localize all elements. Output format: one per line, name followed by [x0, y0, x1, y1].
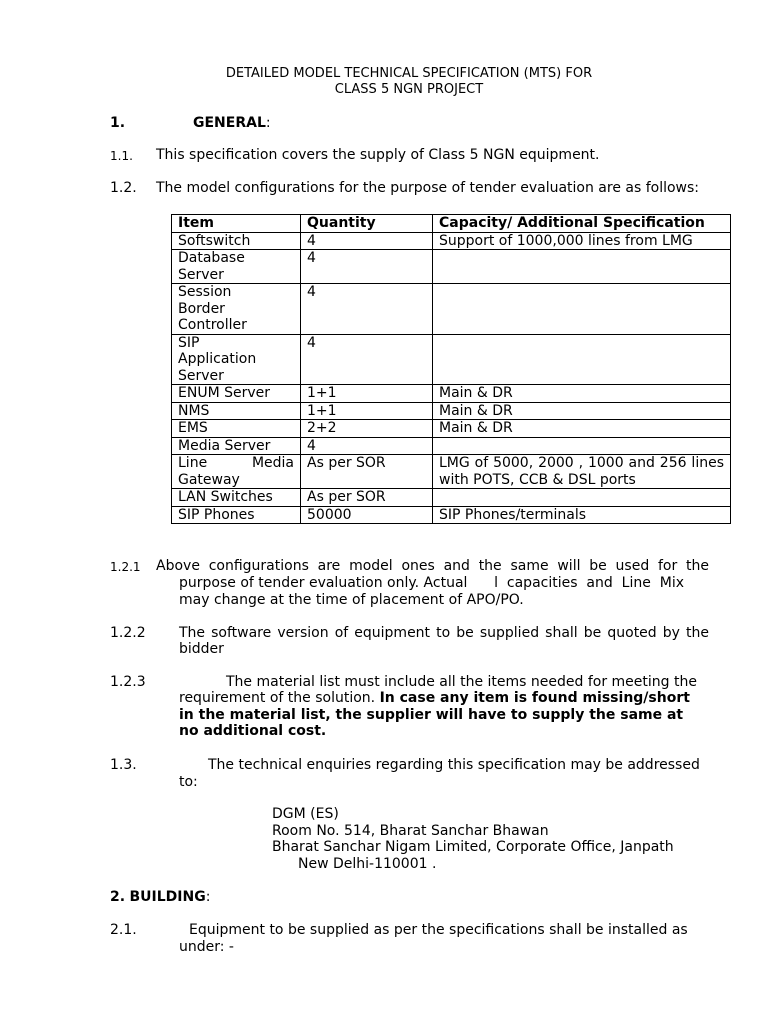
cell-quantity: 4	[301, 284, 433, 335]
table-row	[172, 250, 731, 284]
table-row	[172, 232, 731, 250]
clause-1-1-number: 1.1.	[110, 149, 133, 163]
section-2-title: BUILDING	[129, 889, 206, 905]
clause-1-3-line2: to:	[179, 774, 198, 790]
cell-item	[172, 455, 301, 489]
cell-quantity: 4	[301, 437, 433, 455]
table-row	[172, 455, 731, 489]
cell-capacity	[433, 250, 731, 284]
clause-2-1-number: 2.1.	[110, 922, 137, 938]
clause-2-1-line2: under: -	[179, 939, 234, 955]
cell-item	[172, 334, 301, 385]
clause-1-1-text: This specification covers the supply of Class 5 NGN equipment.	[156, 147, 600, 163]
section-1-colon: :	[265, 115, 271, 131]
cell-capacity: Support of 1000,000 lines from LMG	[433, 232, 731, 250]
clause-2-1-line1: Equipment to be supplied as per the specifications shall be installed as	[189, 922, 688, 938]
header-item: Item	[172, 215, 301, 233]
cell-capacity: Main & DR	[433, 385, 731, 403]
cell-quantity: 4	[301, 232, 433, 250]
address-line4: New Delhi-110001 .	[298, 856, 437, 872]
section-1-heading	[193, 115, 271, 131]
clause-1-2-2-line2: bidder	[179, 641, 224, 657]
clause-1-2-2-line1: The software version of equipment to be supplied shall be quoted by the	[179, 625, 709, 641]
cell-item-text: SIP Application Server	[178, 334, 257, 384]
cell-quantity: 1+1	[301, 402, 433, 420]
section-1-title: GENERAL	[193, 115, 266, 131]
configuration-table	[171, 214, 731, 524]
table-row	[172, 437, 731, 455]
cell-item	[172, 250, 301, 284]
cell-quantity: 4	[301, 250, 433, 284]
cell-item: LAN Switches	[172, 489, 301, 507]
cell-item: EMS	[172, 420, 301, 438]
clause-1-2-3-line2-bold: In case any item is found missing/short	[379, 690, 690, 706]
table-header-row	[172, 215, 731, 233]
cell-quantity: 2+2	[301, 420, 433, 438]
cell-item: SIP Phones	[172, 506, 301, 524]
section-2-heading	[110, 889, 210, 905]
cell-capacity: SIP Phones/terminals	[433, 506, 731, 524]
clause-1-2-3-line1: The material list must include all the items needed for meeting the	[226, 674, 697, 690]
cell-capacity	[433, 334, 731, 385]
address-line1: DGM (ES)	[272, 806, 339, 822]
cell-item-text: Database Server	[178, 250, 245, 283]
header-quantity: Quantity	[301, 215, 433, 233]
clause-1-2-1-line3: may change at the time of placement of APO/PO.	[179, 592, 524, 608]
clause-1-2-3-line4: no additional cost.	[179, 723, 327, 739]
clause-1-2-2-number: 1.2.2	[110, 625, 146, 641]
cell-capacity-text: LMG of 5000, 2000 , 1000 and 256 lines with POTS, CCB & DSL ports	[439, 455, 724, 488]
table-row	[172, 284, 731, 335]
header-capacity: Capacity/ Additional Specification	[433, 215, 731, 233]
cell-item: Media Server	[172, 437, 301, 455]
cell-capacity: Main & DR	[433, 402, 731, 420]
cell-item	[172, 284, 301, 335]
clause-1-3-number: 1.3.	[110, 757, 137, 773]
clause-1-2-3-number: 1.2.3	[110, 674, 146, 690]
cell-item: Softswitch	[172, 232, 301, 250]
section-1-number: 1.	[110, 115, 126, 131]
address-line3: Bharat Sanchar Nigam Limited, Corporate Office, Janpath	[272, 839, 674, 855]
clause-1-2-1-number: 1.2.1	[110, 560, 141, 574]
clause-1-2-1-line1: Above configurations are model ones and the same will be used for the	[156, 558, 709, 574]
address-line2: Room No. 514, Bharat Sanchar Bhawan	[272, 823, 549, 839]
clause-1-2-3-line2-normal: requirement of the solution.	[179, 690, 376, 706]
clause-1-2-1-line2: purpose of tender evaluation only. Actual l capacities and Line Mix	[179, 575, 684, 591]
cell-item: ENUM Server	[172, 385, 301, 403]
table-row	[172, 420, 731, 438]
clause-1-2-3-line3: in the material list, the supplier will have to supply the same at	[179, 707, 684, 723]
cell-capacity	[433, 489, 731, 507]
section-2-number: 2.	[110, 889, 126, 905]
doc-title-line2: CLASS 5 NGN PROJECT	[334, 82, 484, 97]
clause-1-2-number: 1.2.	[110, 180, 137, 196]
doc-title-line1: DETAILED MODEL TECHNICAL SPECIFICATION (MTS) FOR	[225, 66, 593, 81]
clause-1-2-3-line2	[179, 690, 690, 706]
cell-quantity: As per SOR	[301, 455, 433, 489]
cell-capacity	[433, 455, 731, 489]
cell-quantity: 1+1	[301, 385, 433, 403]
cell-quantity: 50000	[301, 506, 433, 524]
cell-quantity: As per SOR	[301, 489, 433, 507]
clause-1-3-line1: The technical enquiries regarding this specification may be addressed	[208, 757, 700, 773]
cell-capacity	[433, 437, 731, 455]
cell-item-text: Session Border Controller	[178, 284, 247, 333]
clause-1-2-text: The model configurations for the purpose of tender evaluation are as follows:	[156, 180, 700, 196]
table-row	[172, 334, 731, 385]
table-row	[172, 385, 731, 403]
cell-capacity: Main & DR	[433, 420, 731, 438]
cell-item-text: Line Media Gateway	[178, 455, 294, 488]
cell-capacity	[433, 284, 731, 335]
cell-item: NMS	[172, 402, 301, 420]
table-row	[172, 402, 731, 420]
section-2-colon: :	[205, 889, 211, 905]
cell-quantity: 4	[301, 334, 433, 385]
table-row	[172, 489, 731, 507]
table-row	[172, 506, 731, 524]
